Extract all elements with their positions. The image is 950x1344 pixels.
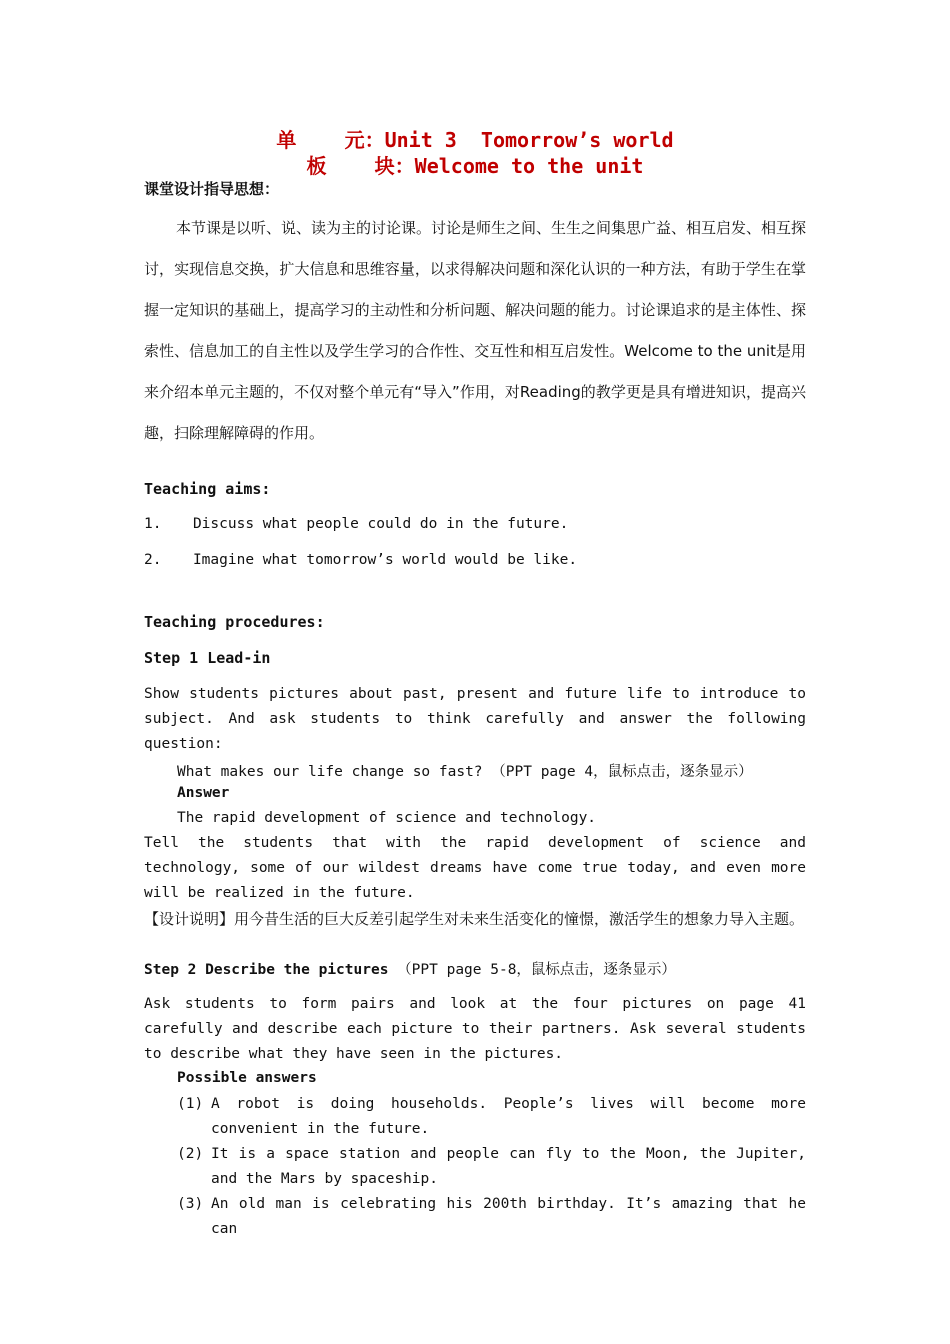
step2-heading: Step 2 Describe the pictures [144, 962, 389, 978]
answer-text: A robot is doing households. People’s lives will become more convenient in the future. [211, 1096, 806, 1137]
aim-item-2 [144, 552, 806, 568]
answer-number: (1) [177, 1096, 204, 1112]
answer-number: (2) [177, 1146, 204, 1162]
aim-item-1 [144, 516, 806, 532]
design-note: 【设计说明】用今昔生活的巨大反差引起学生对未来生活变化的憧憬，激活学生的想象力导入主题。 [144, 910, 805, 928]
aim-text: Discuss what people could do in the future. [192, 516, 569, 532]
step1-heading: Step 1 Lead-in [144, 649, 271, 667]
guide-heading: 课堂设计指导思想： [144, 180, 280, 198]
procedures-heading: Teaching procedures: [144, 613, 325, 631]
unit-title: 单 元：Unit 3 Tomorrow’s world [276, 128, 674, 152]
possible-answer-2 [177, 1142, 806, 1192]
step1-paragraph: Show students pictures about past, present and future life to introduce to subject. And ask students to think carefully and answer the following question: [144, 686, 806, 752]
step1-answer: The rapid development of science and technology. [177, 810, 597, 826]
step1-answer-label: Answer [177, 785, 230, 801]
answer-text: An old man is celebrating his 200th birthday. It’s amazing that he can [211, 1196, 806, 1237]
possible-answers-label: Possible answers [177, 1070, 317, 1086]
step2-paragraph: Ask students to form pairs and look at the four pictures on page 41 carefully and describe each picture to their partners. Ask several students to describe what they have seen in the pictures. [144, 996, 806, 1062]
step1-paragraph-2: Tell the students that with the rapid development of science and technology, some of our wildest dreams have come true today, and even more will be realized in the future. [144, 835, 806, 901]
aims-heading: Teaching aims: [144, 480, 271, 498]
answer-text: It is a space station and people can fly to the Moon, the Jupiter, and the Mars by spaceship. [211, 1146, 806, 1187]
guide-paragraph: 本节课是以听、说、读为主的讨论课。讨论是师生之间、生生之间集思广益、相互启发、相互探讨，实现信息交换，扩大信息和思维容量，以求得解决问题和深化认识的一种方法，有助于学生在掌握一定知识的基础上，提高学习的主动性和分析问题、解决问题的能力。讨论课追求的是主体性、探索性、信息加工的自主性以及学生学习的合作性、交互性和相互启发性。Welcome to the unit是用来介绍本单元主题的，不仅对整个单元有“导入”作用，对Reading的教学更是具有增进知识，提高兴趣，扫除理解障碍的作用。 [144, 219, 807, 442]
step2-heading-note: （PPT page 5-8，鼠标点击，逐条显示） [397, 962, 676, 978]
section-title: 板 块：Welcome to the unit [306, 154, 644, 178]
aim-number: 2. [144, 552, 162, 568]
possible-answer-1 [177, 1092, 806, 1142]
answer-number: (3) [177, 1196, 204, 1212]
possible-answer-3 [177, 1192, 806, 1242]
step2-heading-line [144, 958, 806, 979]
aim-text: Imagine what tomorrow’s world would be like. [192, 552, 578, 568]
step1-question: What makes our life change so fast? （PPT page 4，鼠标点击，逐条显示） [177, 764, 753, 780]
aim-number: 1. [144, 516, 162, 532]
